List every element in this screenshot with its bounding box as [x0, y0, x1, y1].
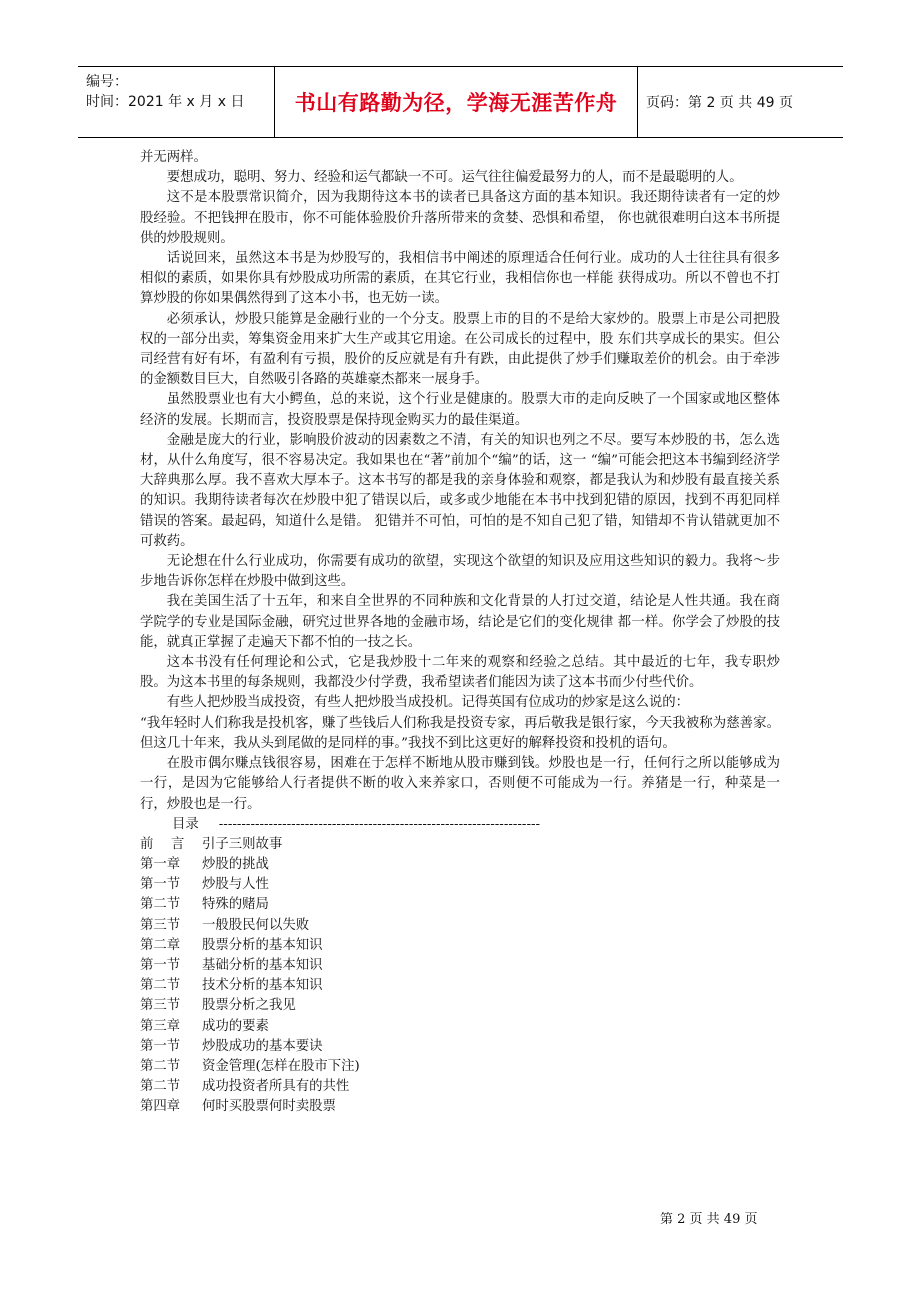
page-header — [78, 66, 843, 138]
paragraph: 必须承认，炒股只能算是金融行业的一个分支。股票上市的目的不是给大家炒的。股票上市是公司把股权的一部分出卖，筹集资金用来扩大生产或其它用途。在公司成长的过程中，股 东们共享成长的果实。但公司经营有好有坏，有盈利有亏损，股价的反应就是有升有跌，由此提供了炒手们赚取差价的机会。由于牵涉的金额数目巨大，自然吸引各路的英雄豪杰都来一展身手。 — [140, 311, 780, 388]
serial-label: 编号： — [86, 74, 128, 90]
paragraph: 虽然股票业也有大小鳄鱼，总的来说，这个行业是健康的。股票大市的走向反映了一个国家或地区整体经济的发展。长期而言，投资股票是保持现金购买力的最佳渠道。 — [140, 392, 780, 428]
document-body — [140, 148, 780, 1118]
paragraph: 有些人把炒股当成投资，有些人把炒股当成投机。记得英国有位成功的炒家是这么说的： — [166, 695, 690, 711]
toc-item-title: 资金管理(怎样在股市下注) — [202, 1058, 360, 1074]
toc-item-label: 第二节 — [140, 978, 181, 994]
table-of-contents — [140, 835, 780, 1118]
toc-item-label: 第一节 — [140, 1038, 181, 1054]
paragraph: 话说回来，虽然这本书是为炒股写的，我相信书中阐述的原理适合任何行业。成功的人士往往具有很多相似的素质，如果你具有炒股成功所需的素质，在其它行业，我相信你也一样能 获得成功。所以不曾也不打算炒股的你如果偶然得到了这本小书，也无妨一读。 — [140, 251, 780, 307]
toc-item-label: 第三章 — [140, 1018, 181, 1034]
toc-item-label: 前 言 — [140, 836, 185, 852]
toc-item — [140, 855, 780, 875]
toc-item — [140, 996, 780, 1016]
toc-item-title: 特殊的赌局 — [202, 897, 269, 913]
toc-item — [140, 875, 780, 895]
header-motto-cell — [274, 67, 638, 137]
toc-item — [140, 936, 780, 956]
time-label: 时间：2021 年 x 月 x 日 — [86, 94, 245, 110]
paragraph: 这本书没有任何理论和公式，它是我炒股十二年来的观察和经验之总结。其中最近的七年，我专职炒股。为这本书里的每条规则，我都没少付学费，我希望读者们能因为读了这本书而少付些代价。 — [140, 655, 780, 691]
toc-dash-leader: ----------------------------------------------------------------------- — [218, 816, 541, 832]
toc-item — [140, 956, 780, 976]
toc-item-label: 第一节 — [140, 877, 181, 893]
toc-item-title: 炒股与人性 — [202, 877, 269, 893]
toc-item — [140, 976, 780, 996]
toc-item — [140, 1057, 780, 1077]
toc-item-title: 一般股民何以失败 — [202, 917, 310, 933]
header-right-cell — [638, 67, 843, 137]
paragraph: 我在美国生活了十五年，和来自全世界的不同种族和文化背景的人打过交道，结论是人性共通。我在商学院学的专业是国际金融，研究过世界各地的金融市场，结论是它们的变化规律 都一样。你学会了炒股的技能，就真正掌握了走遍天下都不怕的一技之长。 — [140, 594, 780, 650]
toc-item-title: 炒股的挑战 — [202, 857, 269, 873]
toc-item — [140, 1077, 780, 1097]
toc-item-label: 第一节 — [140, 958, 181, 974]
paragraph: 无论想在什么行业成功，你需要有成功的欲望，实现这个欲望的知识及应用这些知识的毅力。我将～步步地告诉你怎样在炒股中做到这些。 — [140, 554, 780, 590]
header-motto: 书山有路勤为径，学海无涯苦作舟 — [294, 91, 618, 115]
toc-item-title: 技术分析的基本知识 — [202, 978, 323, 994]
toc-heading: 目录 — [172, 816, 199, 832]
header-left-cell — [78, 67, 274, 137]
toc-item-title: 基础分析的基本知识 — [202, 958, 323, 974]
header-page-info: 页码：第 2 页 共 49 页 — [646, 95, 793, 111]
toc-item-label: 第四章 — [140, 1099, 181, 1115]
toc-item-label: 第二节 — [140, 897, 181, 913]
toc-item — [140, 916, 780, 936]
toc-item — [140, 1097, 780, 1117]
toc-item-title: 股票分析之我见 — [202, 998, 296, 1014]
toc-item-title: 成功投资者所具有的共性 — [202, 1079, 350, 1095]
toc-item — [140, 895, 780, 915]
toc-item-label: 第二章 — [140, 937, 181, 953]
toc-item — [140, 835, 780, 855]
toc-item-label: 第二节 — [140, 1058, 181, 1074]
paragraph: 这不是本股票常识简介，因为我期待这本书的读者已具备这方面的基本知识。我还期待读者有一定的炒股经验。不把钱押在股市，你不可能体验股价升落所带来的贪婪、恐惧和希望， 你也就很难明白这本书所提供的炒股规则。 — [140, 190, 780, 246]
paragraph: 要想成功，聪明、努力、经验和运气都缺一不可。运气往往偏爱最努力的人，而不是最聪明的人。 — [166, 170, 743, 186]
toc-item-title: 何时买股票何时卖股票 — [202, 1099, 336, 1115]
toc-item-title: 成功的要素 — [202, 1018, 269, 1034]
page-footer: 第 2 页 共 49 页 — [660, 1212, 758, 1227]
toc-heading-line — [140, 815, 780, 835]
toc-item-label: 第三节 — [140, 998, 181, 1014]
toc-item-label: 第三节 — [140, 917, 181, 933]
toc-item-title: 炒股成功的基本要诀 — [202, 1038, 323, 1054]
paragraph: 金融是庞大的行业，影响股价波动的因素数之不清，有关的知识也列之不尽。要写本炒股的书，怎么选材，从什么角度写，很不容易决定。我如果也在“著”前加个“编”的话，这一 “编”可能会把这本书编到经济学大辞典那么厚。我不喜欢大厚本子。这本书写的都是我的亲身体验和观察，都是我认为和炒股有最直接关系的知识。我期待读者每次在炒股中犯了错误以后，或多或少地能在本书中找到犯错的原因，找到不再犯同样错误的答案。最起码，知道什么是错。 犯错并不可怕，可怕的是不知自己犯了错，知错却不肯认错就更加不可救药。 — [140, 432, 780, 549]
toc-item-title: 股票分析的基本知识 — [202, 937, 323, 953]
toc-item — [140, 1037, 780, 1057]
paragraph: 在股市偶尔赚点钱很容易，困难在于怎样不断地从股市赚到钱。炒股也是一行，任何行之所以能够成为一行，是因为它能够给人行者提供不断的收入来养家口，否则便不可能成为一行。养猪是一行，种菜是一行，炒股也是一行。 — [140, 756, 780, 812]
toc-item-title: 引子三则故事 — [202, 836, 283, 852]
toc-item — [140, 1017, 780, 1037]
paragraph: “我年轻时人们称我是投机客，赚了些钱后人们称我是投资专家，再后敬我是银行家，今天我被称为慈善家。但这几十年来，我从头到尾做的是同样的事。”我找不到比这更好的解释投资和投机的语句。 — [140, 715, 780, 751]
paragraph: 并无两样。 — [140, 150, 207, 165]
toc-item-label: 第一章 — [140, 857, 181, 873]
toc-item-label: 第二节 — [140, 1079, 181, 1095]
